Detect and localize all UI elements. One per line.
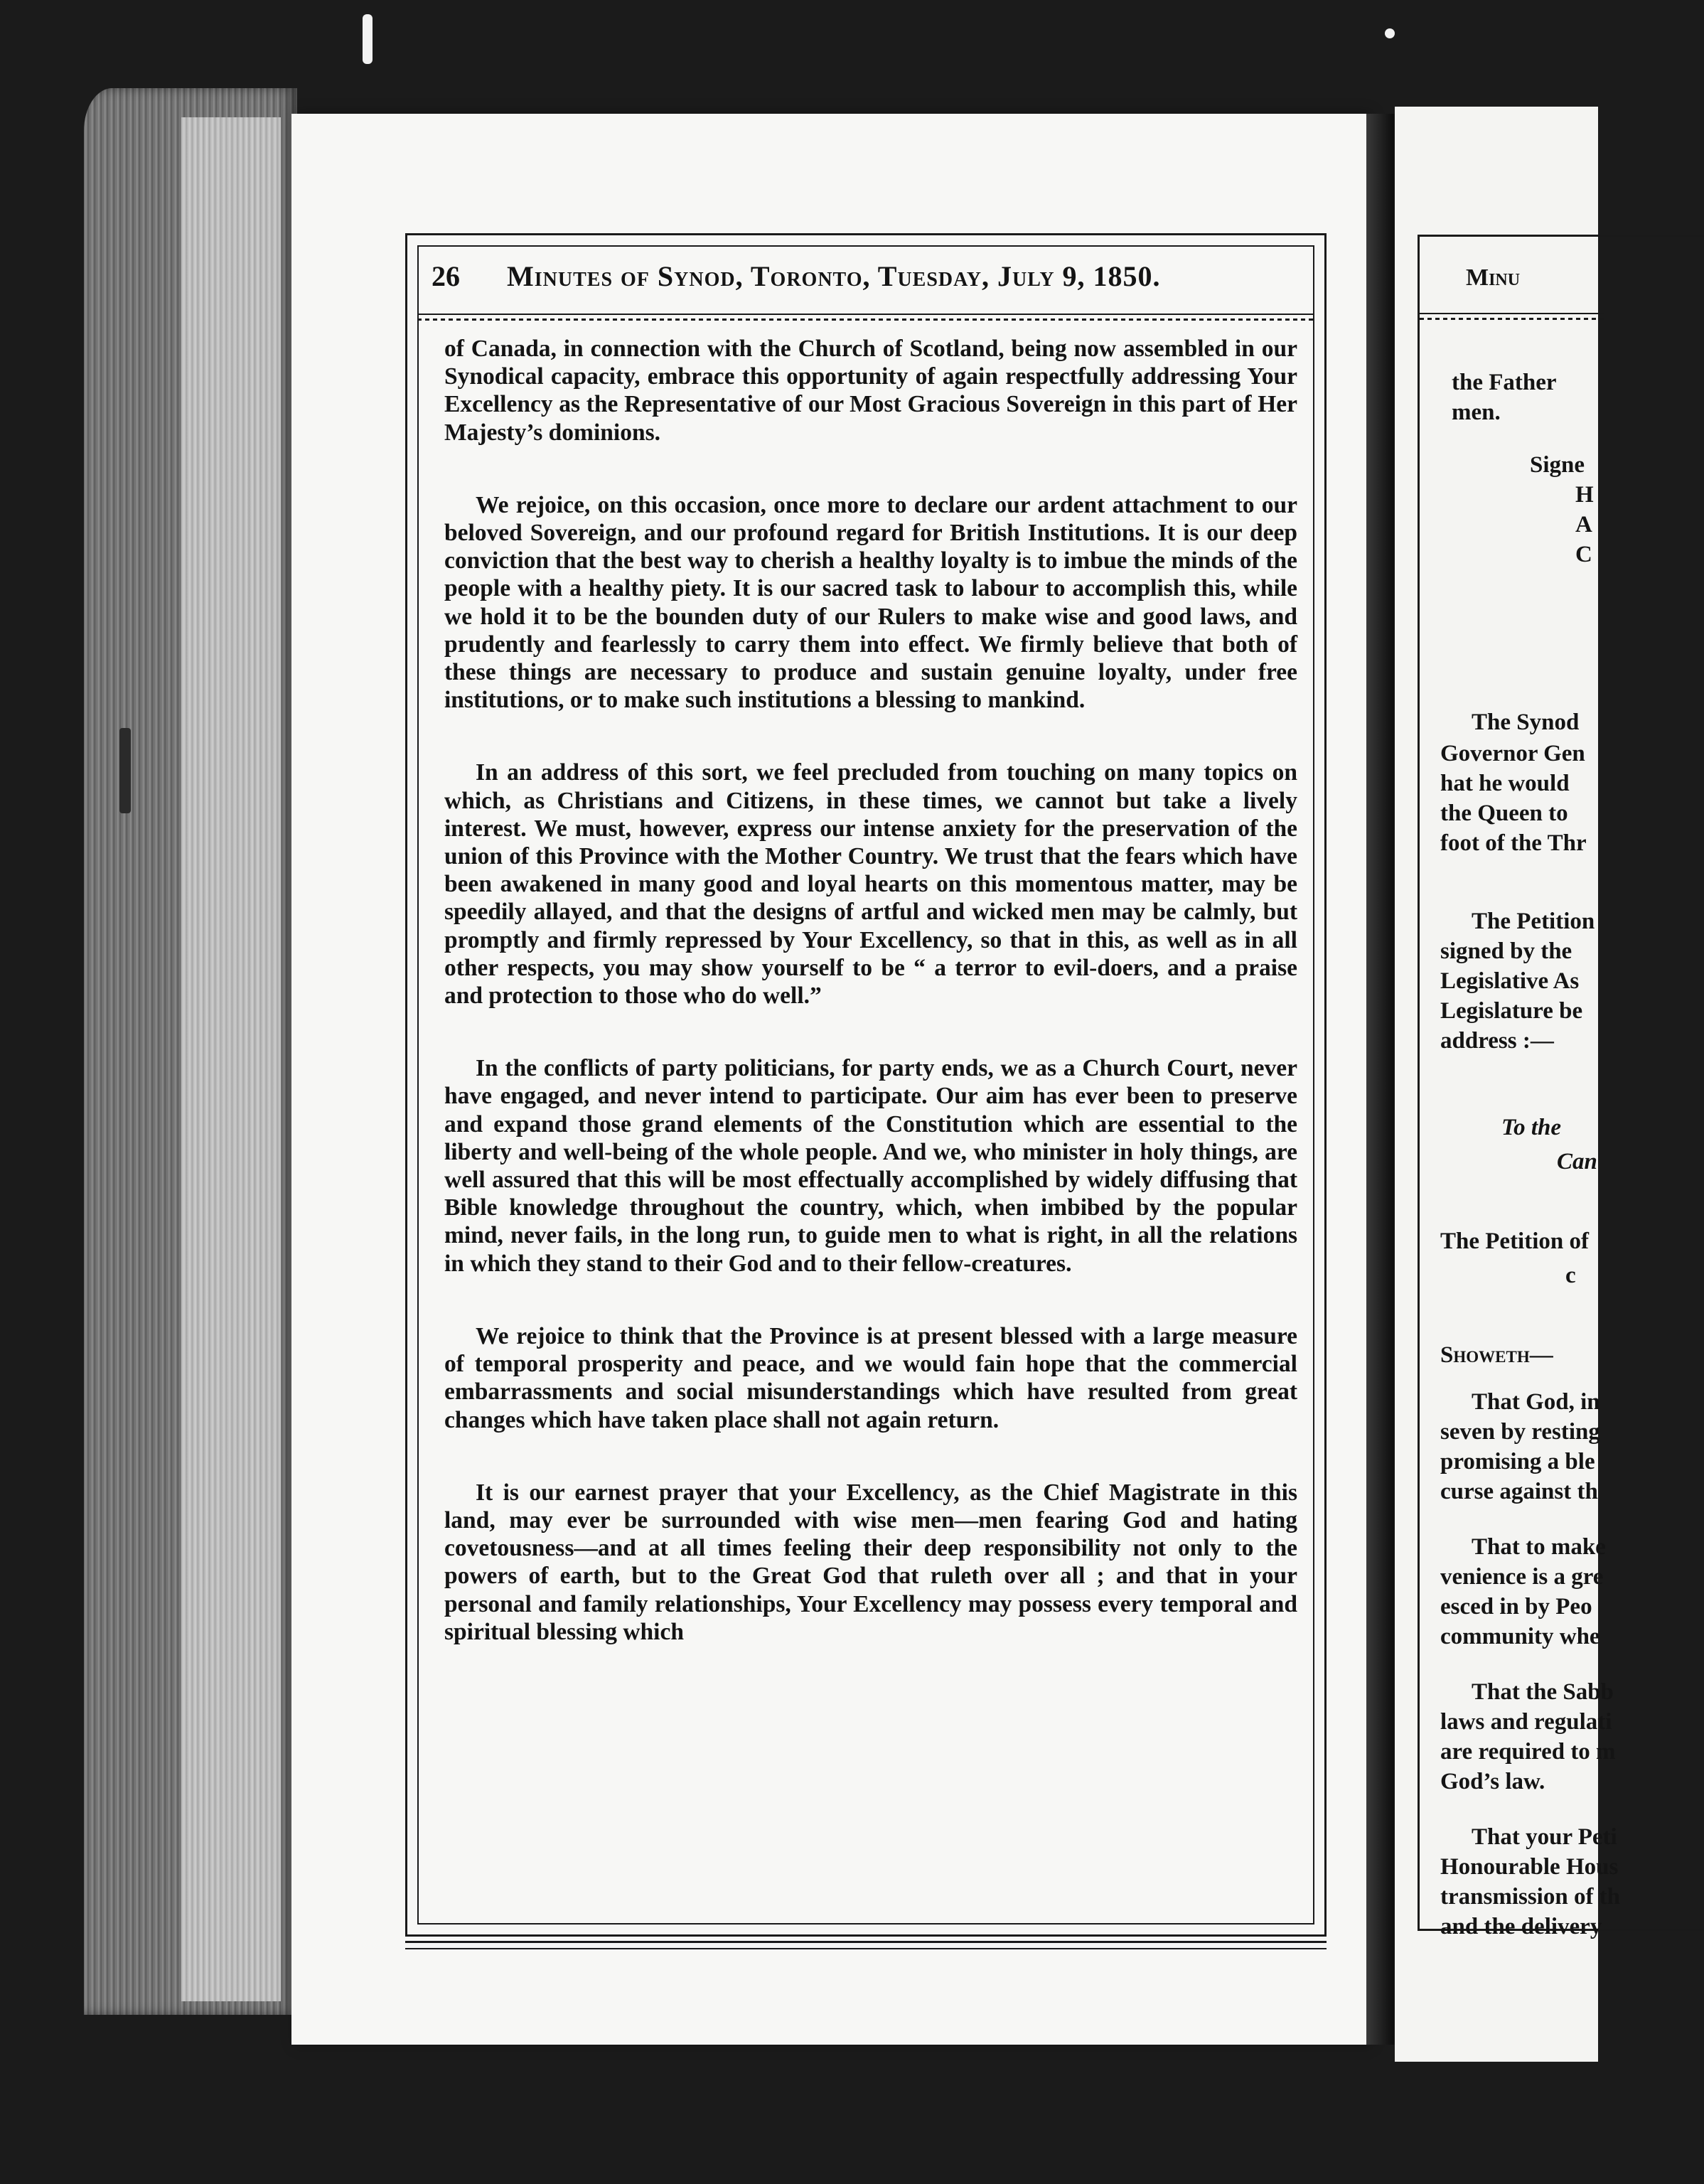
right-header-rule [1420,313,1604,320]
scan-artifact [1385,28,1395,38]
bottom-rule [405,1941,1327,1949]
right-line: That your Peti [1472,1824,1617,1850]
right-line: That God, in [1472,1389,1600,1415]
right-line: That the Sabb [1472,1679,1614,1705]
right-line: Can [1557,1149,1597,1174]
right-line: the Queen to [1440,801,1568,826]
book-page-edge-highlight [181,117,281,2001]
right-page [1395,107,1621,2062]
header-rule [417,314,1314,321]
right-line: Legislative As [1440,968,1580,994]
body-text [444,335,1297,1691]
right-line: curse against th [1440,1479,1598,1504]
right-line: seven by resting [1440,1419,1600,1445]
right-line: The Synod [1472,710,1580,735]
right-line: venience is a gre [1440,1564,1604,1590]
left-page [291,114,1366,2045]
right-line: laws and regulati [1440,1709,1612,1735]
paragraph: It is our earnest prayer that your Excellency, as the Chief Magistrate in this land, may ever be surrounded with wise men—men fearing God and hating covetousness—and at all times feeling their deep responsibility not only to the powers of earth, but to the Great God that ruleth over all ; and that in your personal and family relationships, Your Excellency may possess every temporal and spiritual blessing which [444,1479,1297,1645]
page-header [407,235,1324,310]
page-number: 26 [432,260,460,292]
right-line: signed by the [1440,938,1572,964]
right-line: To the [1501,1115,1562,1140]
right-line: the Father [1452,370,1557,395]
right-line: That to make [1472,1534,1606,1560]
running-head: Minutes of Synod, Toronto, Tuesday, July 9, 1850. [507,260,1161,292]
right-running-head: Minu [1466,264,1521,291]
right-line: community whe [1440,1624,1600,1649]
right-line: hat he would [1440,771,1570,796]
right-page-frame [1418,235,1704,1931]
page-frame [405,233,1327,1937]
right-line: transmission of th [1440,1884,1621,1910]
right-line: promising a ble [1440,1449,1595,1474]
right-line: Showeth— [1440,1342,1553,1368]
right-line: esced in by Peo [1440,1594,1592,1620]
right-line: foot of the Thr [1440,830,1587,856]
paragraph: In the conflicts of party politicians, for party ends, we as a Church Court, never have engaged, and never intend to participate. Our aim has ever been to preserve and expand those grand elements of the Constitution which are essential to the liberty and well-being of the whole people. And we, who minister in holy things, are well assured that this will be most effectually accomplished by widely diffusing that Bible knowledge throughout the country, which, when imbibed by the popular mind, never fails, in the long run, to guide men to what is right, in all the relations in which they stand to their God and to their fellow-creatures. [444,1055,1297,1277]
right-line: address :— [1440,1028,1554,1054]
right-line: and the delivery [1440,1914,1602,1939]
edge-tab-mark [119,728,131,813]
right-line: Signe [1530,452,1585,478]
paragraph: In an address of this sort, we feel precluded from touching on many topics on which, as Christians and Citizens, in these times, we cannot but take a lively interest. We must, however, express our intense anxiety for the preservation of the union of this Province with the Mother Country. We trust that the fears which have been awakened in many good and loyal hearts on this momentous matter, may be speedily allayed, and that the designs of artful and wicked men may be calmly, but promptly and firmly repressed by Your Excellency, so that in this, as well as in all other respects, you may show yourself to be “ a terror to evil-doers, and a praise and protection to those who do well.” [444,759,1297,1010]
paragraph: of Canada, in connection with the Church of Scotland, being now assembled in our Synodical capacity, embrace this opportunity of again respectfully addressing Your Excellency as the Representative of our Most Gracious Sovereign in this part of Her Majesty’s dominions. [444,336,1297,446]
right-line: C [1575,542,1592,567]
right-line: The Petition [1472,909,1595,934]
right-line: men. [1452,400,1501,425]
right-line: Governor Gen [1440,741,1585,766]
paragraph: We rejoice, on this occasion, once more to declare our ardent attachment to our beloved Sovereign, and our profound regard for British Institutions. It is our deep conviction that the best way to cherish a healthy loyalty is to imbue the minds of the people with a healthy piety. It is our sacred task to labour to accomplish this, while we hold it to be the bounden duty of our Rulers to make wise and good laws, and prudently and fearlessly to carry them into effect. We firmly believe that both of these things are necessary to produce and sustain genuine loyalty, under free institutions, or to make such institutions a blessing to mankind. [444,491,1297,714]
paragraph: We rejoice to think that the Province is at present blessed with a large measure of temporal prosperity and peace, and we would fain hope that the commercial embarrassments and social misunderstandings which have resulted from great changes which have taken place shall not again return. [444,1322,1297,1433]
right-line: Honourable Hous [1440,1854,1619,1880]
right-line: Legislature be [1440,998,1583,1024]
right-line: are required to m [1440,1739,1616,1765]
scan-artifact [363,14,373,64]
right-line: God’s law. [1440,1769,1545,1794]
right-line: A [1575,512,1592,537]
right-line: H [1575,482,1594,508]
right-line: c [1565,1263,1576,1288]
right-line: The Petition of [1440,1228,1589,1254]
